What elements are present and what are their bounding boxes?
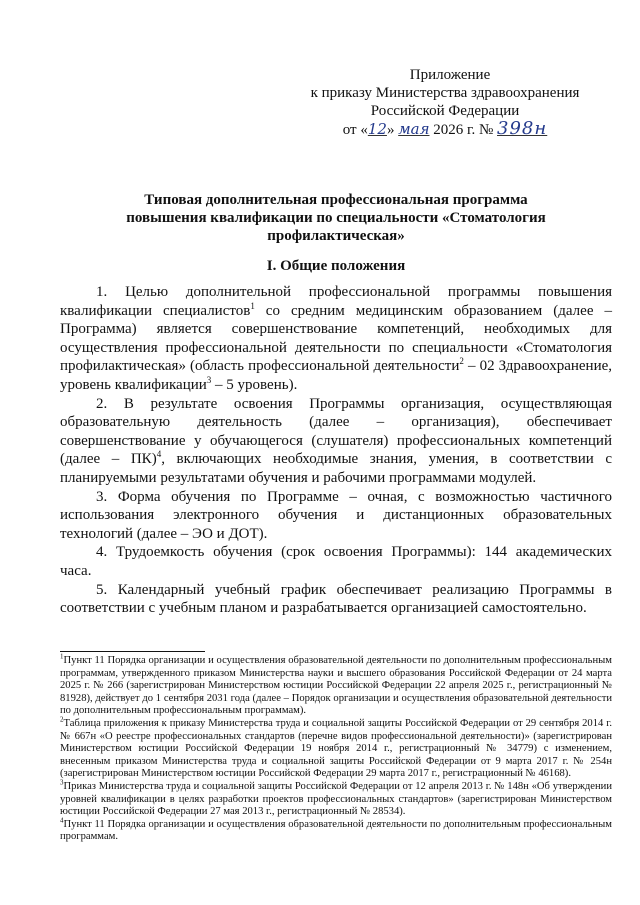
footnote-ref: 1 (250, 300, 255, 311)
appendix-order-line: к приказу Министерства здравоохранения (310, 85, 580, 101)
date-year: 2026 г. № (433, 122, 494, 138)
title-line-3: профилактическая» (267, 228, 405, 244)
footnote-mark: 4 (60, 816, 64, 825)
paragraph-5: 5. Календарный учебный график обеспечивает реализацию Программы в соответствии с учебным планом и разрабатывается организацией самостоятельно. (60, 581, 612, 617)
footnote-mark: 1 (60, 652, 64, 661)
footnotes (60, 652, 612, 844)
footnote-3 (60, 778, 612, 819)
footnote-2 (60, 715, 612, 781)
appendix-country-line: Российской Федерации (370, 103, 520, 119)
footnote-ref: 2 (459, 356, 464, 367)
handwritten-order-number: 398н (497, 118, 548, 139)
paragraph-4: 4. Трудоемкость обучения (срок освоения Программы): 144 академических часа. (60, 544, 612, 579)
title-line-1: Типовая дополнительная профессиональная программа (144, 192, 528, 208)
appendix-date-line (300, 120, 590, 139)
paragraph-2-text-b: , включающих необходимые знания, умения, в соответствии с планируемыми результатами обучения и рабочими программами модулей. (60, 451, 612, 486)
footnote-ref: 4 (156, 449, 162, 460)
section-heading: I. Общие положения (266, 258, 406, 274)
footnote-text: Таблица приложения к приказу Министерства труда и социальной защиты Российской Федерации от 29 сентября 2014 г. № 667н «О реестре профессиональных стандартов (перечне видов профессиональной деятельности)» (зарегистрирован Министерством юстиции Российской Федерации 19 ноября 2014 г., регистрационный № 34779) с изменением, внесенным приказом Министерства труда и социальной защиты Российской Федерации от 9 марта 2017 г. № 254н (зарегистрирован Министерством юстиции Российской Федерации 29 марта 2017 г., регистрационный № 46168). (60, 717, 612, 780)
appendix-header (300, 66, 590, 139)
paragraph-2-text-a: 2. В результате освоения Программы организация, осуществляющая образовательную деятельность (далее – организация), обеспечивает совершенствование у обучающегося (слушателя) профессиональных компетенций (далее – ПК) (60, 395, 612, 468)
paragraph-1-text-b: со средним медицинским образованием (далее – Программа) является совершенствование компетенций, необходимых для осуществления профессиональной деятельности по специальности «Стоматология профилактическая» (область профессиональной деятельности (60, 302, 612, 375)
footnote-mark: 3 (60, 778, 64, 787)
footnote-mark: 2 (60, 715, 64, 724)
handwritten-day: 12 (367, 120, 387, 138)
paragraph-1-text-c: – 02 Здравоохранение, уровень квалификации (60, 358, 613, 393)
footnote-1 (60, 652, 612, 718)
document-title (96, 191, 576, 245)
handwritten-month: мая (398, 120, 430, 138)
footnote-4 (60, 816, 612, 844)
date-mid: » (386, 122, 395, 138)
date-prefix: от « (342, 122, 368, 138)
title-line-2: повышения квалификации по специальности «Стоматология (126, 210, 546, 226)
footnote-separator (60, 651, 205, 652)
paragraph-1 (60, 283, 612, 395)
appendix-label: Приложение (409, 67, 491, 83)
paragraph-3: 3. Форма обучения по Программе – очная, с возможностью частичного использования электронного обучения и дистанционных образовательных технологий (далее – ЭО и ДОТ). (60, 488, 612, 542)
footnote-text: Пункт 11 Порядка организации и осуществления образовательной деятельности по дополнительным профессиональным программам, утвержденного приказом Министерства науки и высшего образования Российской Федерации от 24 марта 2025 г. № 266 (зарегистрирован Министерством юстиции Российской Федерации 22 апреля 2025 г., регистрационный № 81928), действует до 1 сентября 2031 года (далее – Порядок организации и осуществления образовательной деятельности по дополнительным профессиональным программам). (60, 655, 612, 717)
footnote-text: Пункт 11 Порядка организации и осуществления образовательной деятельности по дополнительным профессиональным программам. (60, 818, 612, 843)
paragraph-1-text-d: – 5 уровень). (211, 376, 298, 393)
footnote-text: Приказ Министерства труда и социальной защиты Российской Федерации от 12 апреля 2013 г. № 148н «Об утверждении уровней квалификации в целях разработки проектов профессиональных стандартов» (зарегистрирован Министерством юстиции Российской Федерации 27 мая 2013 г., регистрационный № 28534). (60, 780, 612, 818)
paragraph-1-text-a: 1. Целью дополнительной профессиональной программы повышения квалификации специалистов (60, 284, 612, 319)
document-body (60, 283, 612, 618)
paragraph-2 (60, 395, 612, 488)
footnote-ref: 3 (206, 374, 212, 385)
